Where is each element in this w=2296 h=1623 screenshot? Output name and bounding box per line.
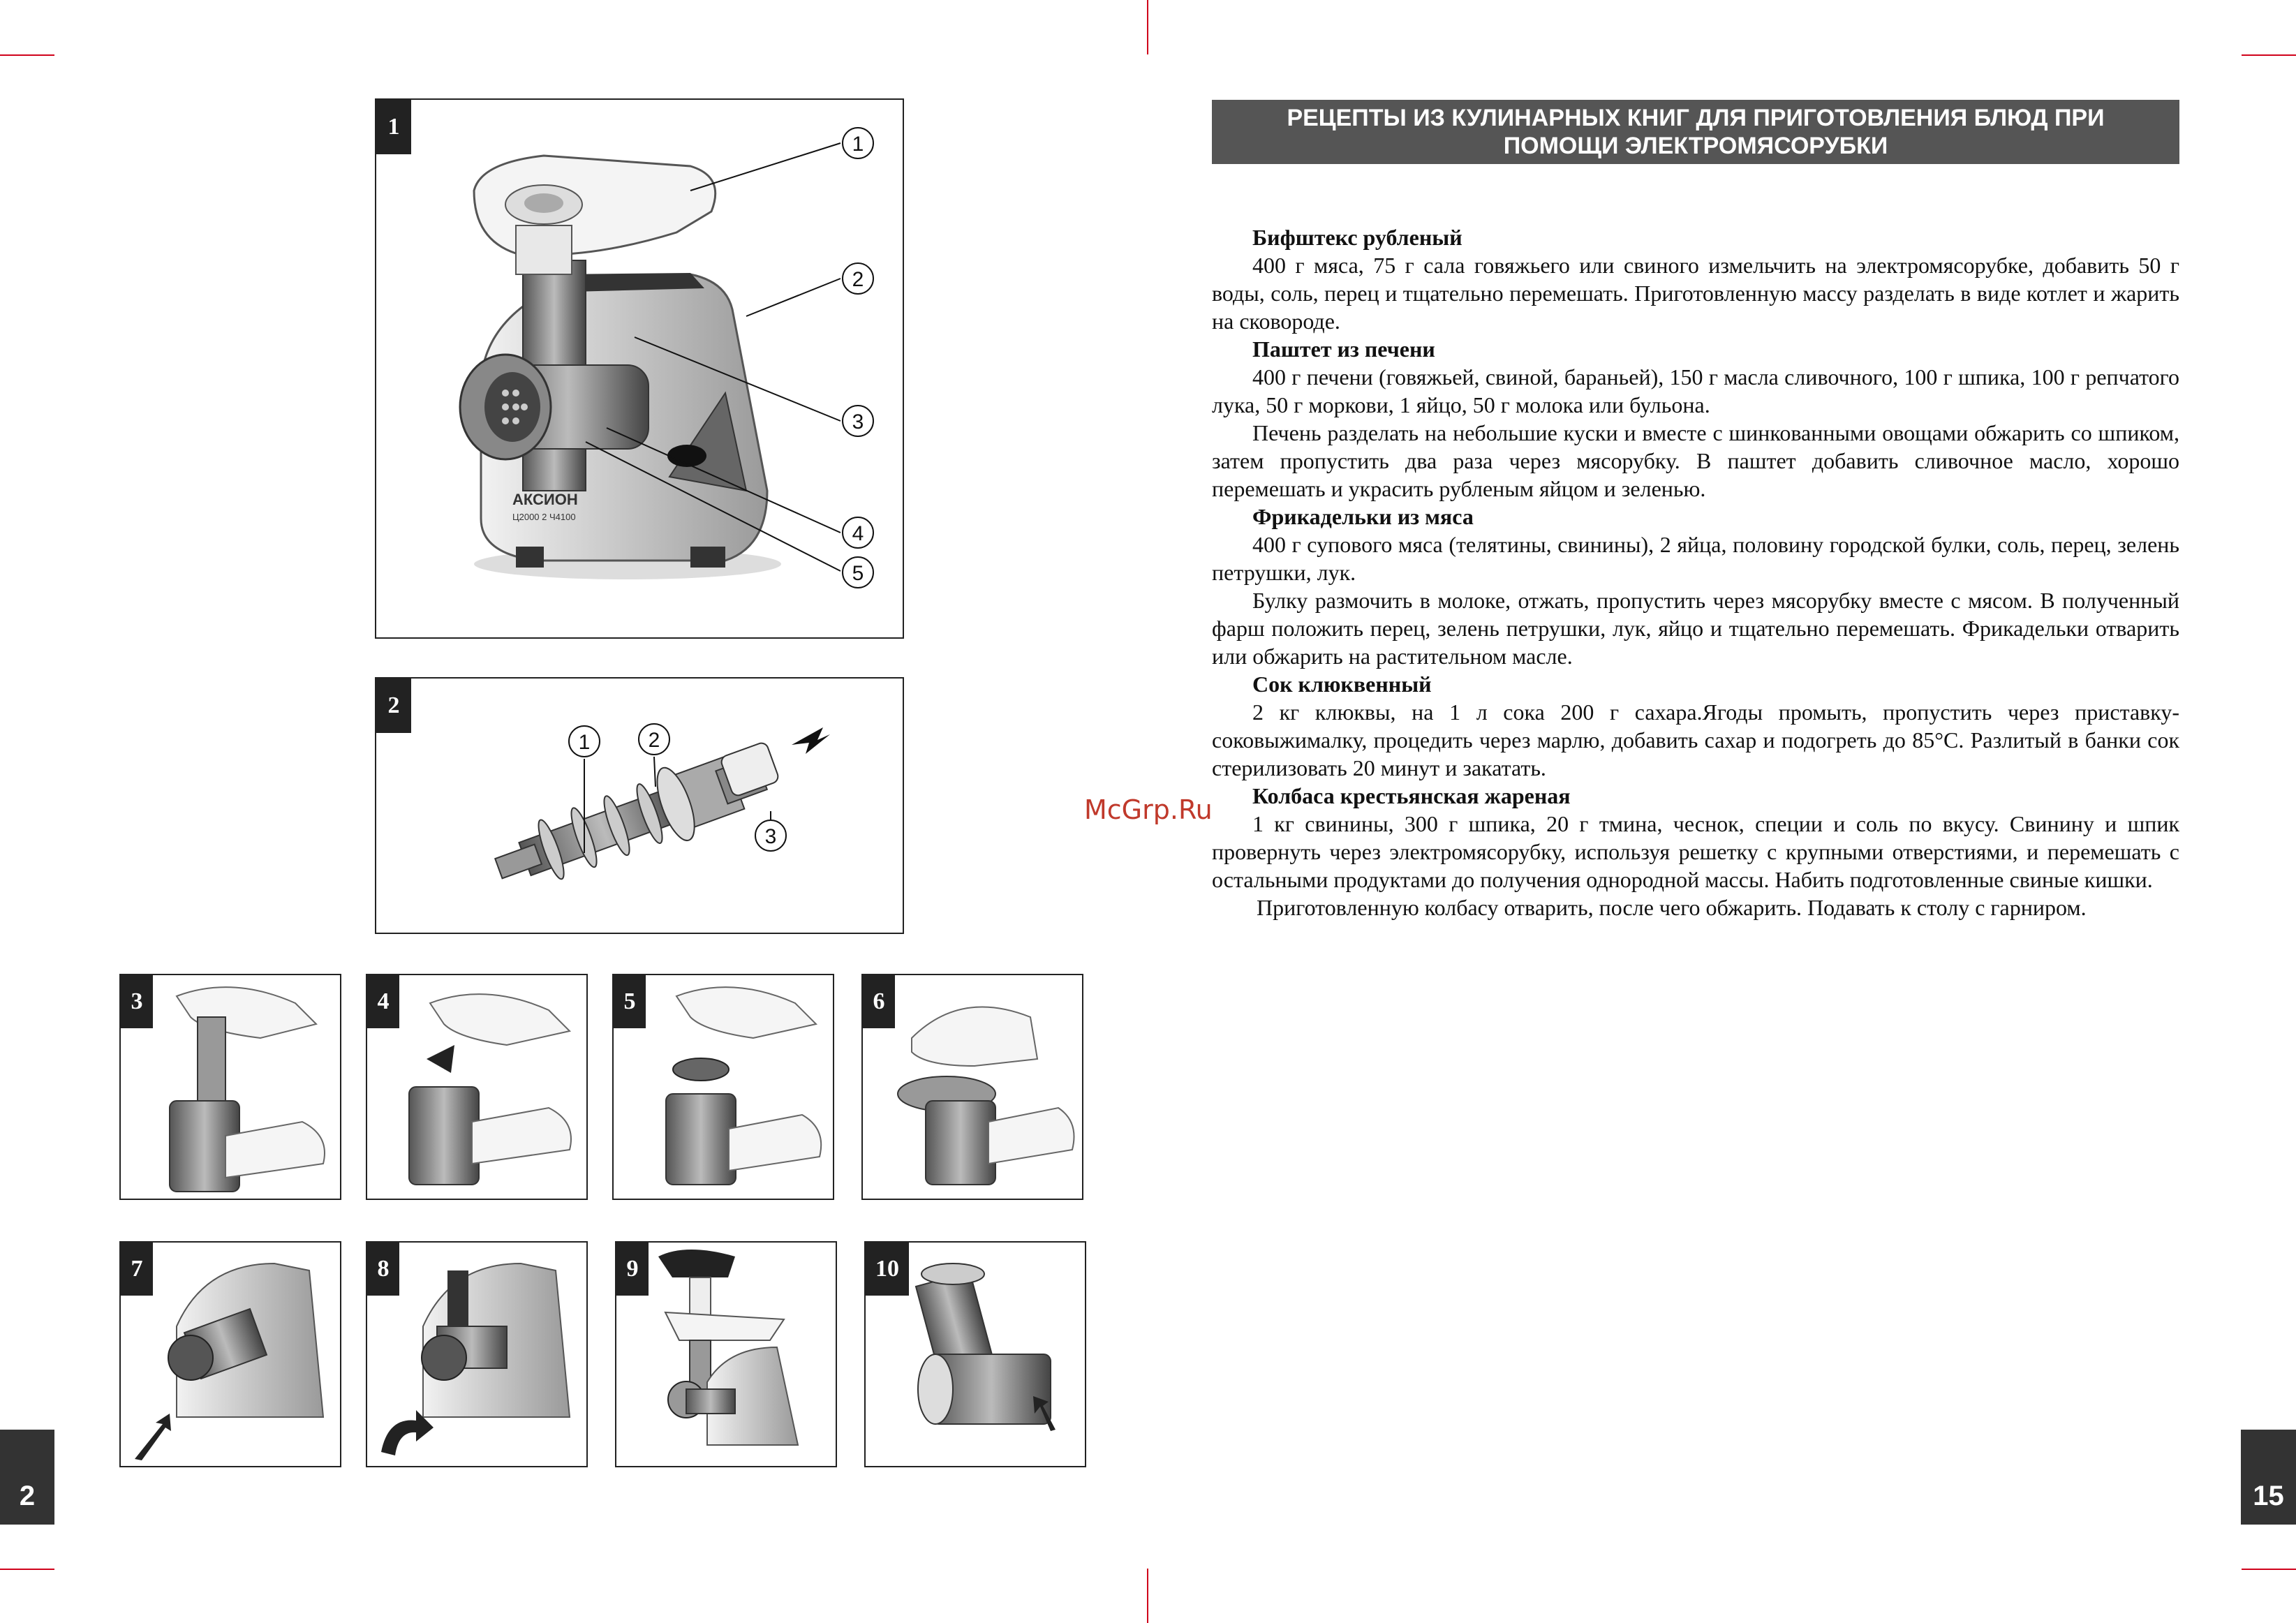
meat-grinder-illustration [376,100,904,639]
figure-8 [366,1241,588,1467]
svg-text:3: 3 [764,825,777,848]
svg-text:1: 1 [852,133,864,156]
svg-text:2: 2 [852,268,864,291]
recipe-paragraph: 1 кг свинины, 300 г шпика, 20 г тмина, чеснок, специи и соль по вкусу. Свинину и шпик провернуть через электромясорубку, используя решетку с крупными отверстиями, и перемешать с остальными продуктами до получения однородной массы. Набить подготовленные свиные кишки. [1212,811,2179,892]
recipe-paragraph: Булку размочить в молоке, отжать, пропустить через мясорубку вместе с мясом. В полученный фарш положить перец, зелень петрушки, лук, яйцо и тщательно перемешать. Фрикадельки отварить или обжарить на растительном масле. [1212,588,2179,669]
assembly-step-illustration [863,975,1083,1200]
crop-mark [1147,0,1148,54]
assembly-step-illustration [121,1243,341,1467]
recipe-paragraph: 400 г супового мяса (телятины, свинины), 2 яйца, половину городской булки, соль, перец, зелень петрушки, лук. [1212,532,2179,585]
svg-text:АКСИОН: АКСИОН [512,491,578,508]
recipes-text [1212,223,2179,921]
figure-label: 2 [376,679,411,733]
juicer-attachment-illustration [376,679,904,934]
svg-text:Ц2000 2 Ч4100: Ц2000 2 Ч4100 [512,512,576,522]
svg-text:3: 3 [852,410,864,433]
figure-label: 1 [376,100,411,154]
figure-label: 7 [121,1243,153,1296]
recipe-paragraph: 400 г печени (говяжьей, свиной, бараньей), 150 г масла сливочного, 100 г шпика, 100 г репчатого лука, 50 г моркови, 1 яйцо, 50 г молока или бульона. [1212,364,2179,417]
recipe-paragraph: 2 кг клюквы, на 1 л сока 200 г сахара.Ягоды промыть, пропустить через приставку-соковыжималку, процедить через марлю, добавить сахар и подогреть до 85°С. Разлитый в банки сок стерилизовать 20 минут и закатать. [1212,699,2179,780]
assembly-step-illustration [121,975,341,1200]
assembly-step-illustration [367,1243,588,1467]
page-number-right: 15 [2241,1430,2296,1525]
figure-2 [375,677,904,934]
assembly-step-illustration [866,1243,1086,1467]
crop-mark [1147,1569,1148,1623]
svg-text:5: 5 [852,562,864,585]
header-line: РЕЦЕПТЫ ИЗ КУЛИНАРНЫХ КНИГ ДЛЯ ПРИГОТОВЛЕНИЯ БЛЮД ПРИ [1287,105,2105,131]
svg-text:2: 2 [648,729,660,752]
crop-mark [0,1569,54,1570]
assembly-step-illustration [614,975,834,1200]
figure-3 [119,974,341,1200]
recipe-title: Сок клюквенный [1252,672,1432,697]
recipe-paragraph: Приготовленную колбасу отварить, после чего обжарить. Подавать к столу с гарниром. [1257,895,2087,920]
figure-9 [615,1241,837,1467]
crop-mark [0,54,54,56]
recipe-title: Паштет из печени [1252,336,1435,362]
recipe-paragraph: 400 г мяса, 75 г сала говяжьего или свиного измельчить на электромясорубке, добавить 50 г воды, соль, перец и тщательно перемешать. Приготовленную массу разделать в виде котлет и жарить на сковороде. [1212,253,2179,334]
figure-10 [864,1241,1086,1467]
svg-text:1: 1 [578,731,591,754]
figure-4 [366,974,588,1200]
assembly-step-illustration [616,1243,837,1467]
figure-label: 3 [121,975,153,1028]
figure-label: 8 [367,1243,399,1296]
section-header [1212,100,2179,164]
figure-label: 4 [367,975,399,1028]
figure-label: 5 [614,975,646,1028]
watermark: McGrp.Ru [1084,794,1213,825]
recipe-title: Фрикадельки из мяса [1252,504,1474,529]
crop-mark [2242,1569,2296,1570]
recipe-title: Колбаса крестьянская жареная [1252,783,1571,808]
recipe-paragraph: Печень разделать на небольшие куски и вместе с шинкованными овощами обжарить со шпиком, затем пропустить два раза через мясорубку. В паштет добавить сливочное масло, хорошо перемешать и украсить рубленым яйцом и зеленью. [1212,420,2179,501]
crop-mark [2242,54,2296,56]
figure-7 [119,1241,341,1467]
figure-1 [375,98,904,639]
figure-6 [861,974,1083,1200]
figure-5 [612,974,834,1200]
figure-label: 10 [866,1243,909,1296]
recipe-title: Бифштекс рубленый [1252,225,1462,250]
page-number-left: 2 [0,1430,54,1525]
header-line: ПОМОЩИ ЭЛЕКТРОМЯСОРУБКИ [1503,133,1888,159]
svg-text:4: 4 [852,522,864,545]
assembly-step-illustration [367,975,588,1200]
figure-label: 6 [863,975,895,1028]
figure-label: 9 [616,1243,649,1296]
